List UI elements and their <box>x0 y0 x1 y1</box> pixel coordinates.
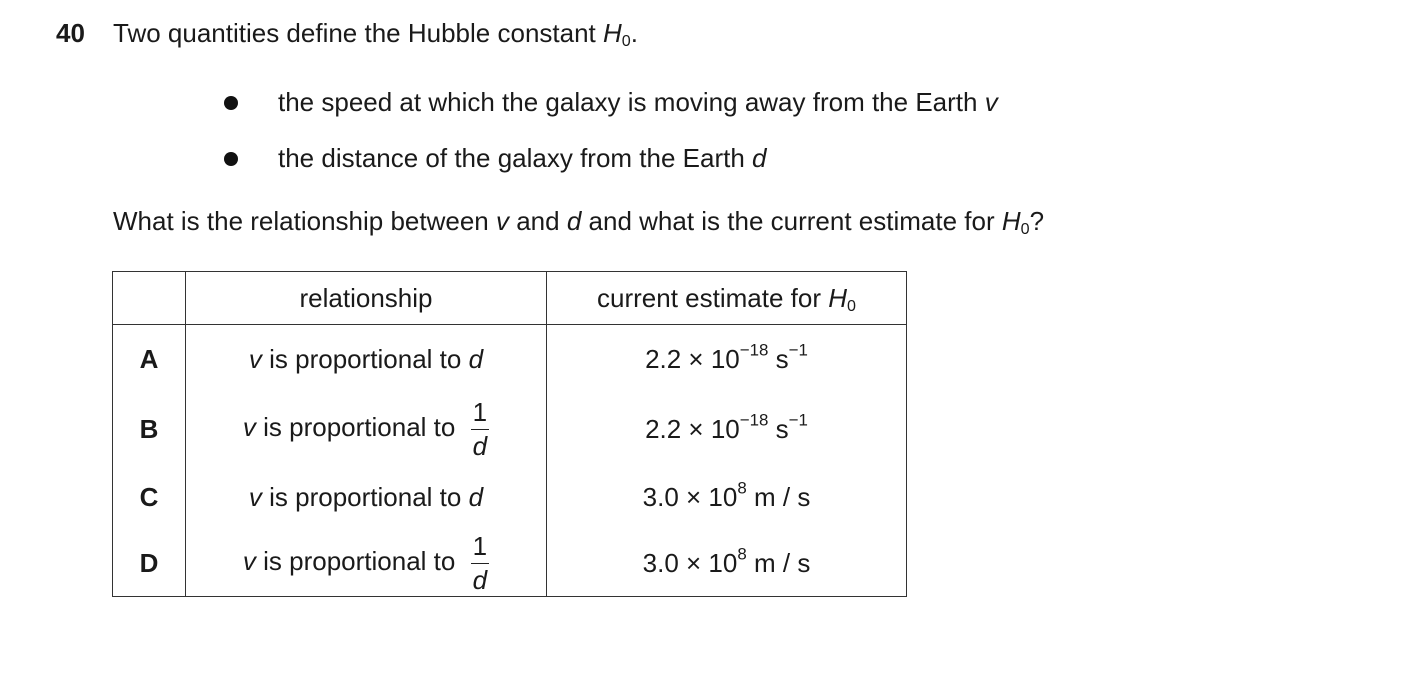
option-relationship: v is proportional to d <box>186 325 547 395</box>
question-prompt: What is the relationship between v and d and what is the current estimate for $H_0$? <box>113 206 1045 239</box>
bullet-text: the distance of the galaxy from the Earth d <box>278 143 767 173</box>
table-row[interactable] <box>113 395 907 465</box>
bullet-variable: d <box>752 143 767 173</box>
question-stem <box>113 18 638 49</box>
table-row[interactable] <box>113 325 907 395</box>
stem-symbol: H <box>603 18 622 48</box>
fraction: $\frac{1}{d}$ <box>472 397 488 461</box>
bullet-dot-icon <box>224 96 238 110</box>
header-estimate: current estimate for $H_0$ <box>547 272 907 325</box>
option-key[interactable]: B <box>113 395 186 465</box>
option-estimate: $2.2 \times 10^{-18}$ $s^{-1}$ <box>547 325 907 395</box>
stem-text: Two quantities define the Hubble constant <box>113 18 603 48</box>
option-relationship: v is proportional to d <box>186 465 547 531</box>
question-number: 40 <box>56 18 85 48</box>
header-relationship: relationship <box>186 272 547 325</box>
table-row[interactable] <box>113 465 907 531</box>
header-key <box>113 272 186 325</box>
option-key[interactable]: C <box>113 465 186 531</box>
bullet-dot-icon <box>224 152 238 166</box>
table-header-row <box>113 272 907 325</box>
fraction: $\frac{1}{d}$ <box>472 531 488 595</box>
table-row[interactable] <box>113 531 907 597</box>
option-key[interactable]: A <box>113 325 186 395</box>
option-estimate: $3.0 \times 10^8$ m / s <box>547 465 907 531</box>
option-relationship: v is proportional to $\frac{1}{d}$ <box>186 395 547 465</box>
option-estimate: $3.0 \times 10^8$ m / s <box>547 531 907 597</box>
stem-subscript: 0 <box>621 32 631 51</box>
option-estimate: $2.2 \times 10^{-18}$ $s^{-1}$ <box>547 395 907 465</box>
bullet-variable: v <box>984 87 998 117</box>
bullet-text: the speed at which the galaxy is moving away from the Earth v <box>278 87 998 117</box>
stem-end: . <box>630 18 638 48</box>
options-table <box>112 271 907 597</box>
option-key[interactable]: D <box>113 531 186 597</box>
option-relationship: v is proportional to $\frac{1}{d}$ <box>186 531 547 597</box>
